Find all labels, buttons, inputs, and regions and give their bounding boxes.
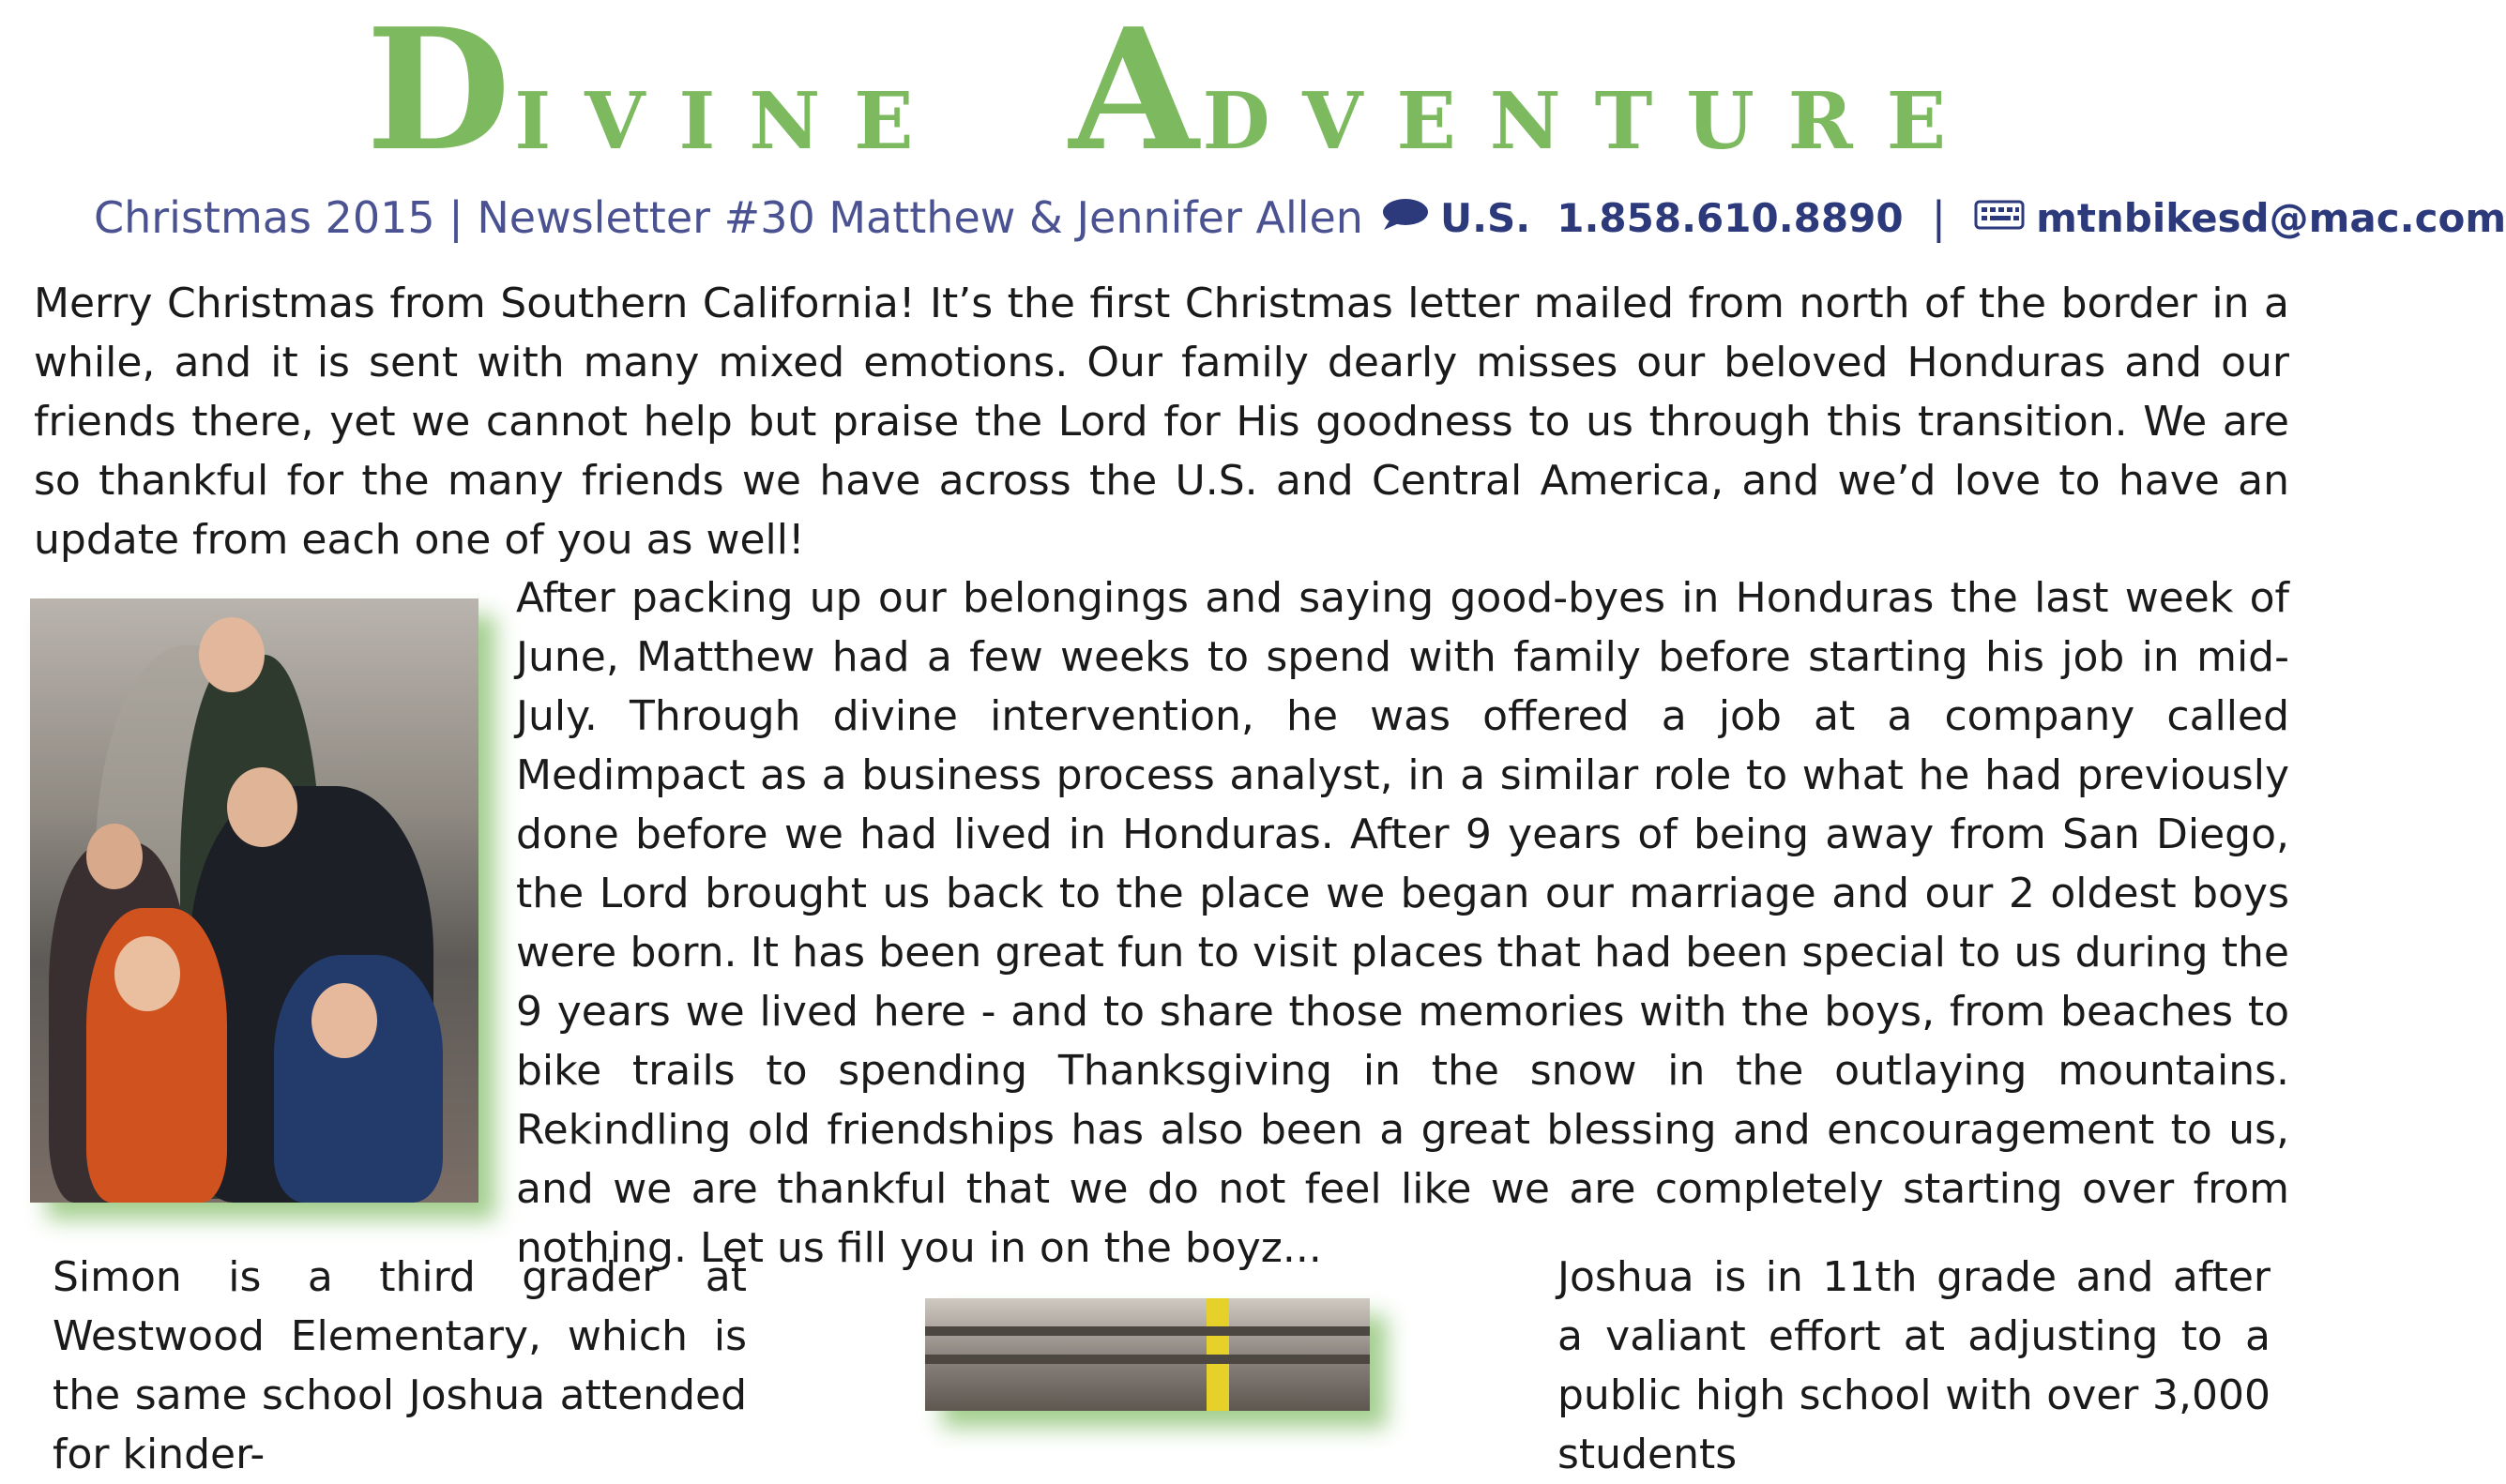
email-contact [1974,195,2506,241]
intro-paragraph: Merry Christmas from Southern California! It’s the first Christmas letter mailed from north of the border in a while, and it is sent with many mixed emotions. Our family dearly misses our beloved Honduras and our friends there, yet we cannot help but praise the Lord for His goodness to us through this transition. We are so thankful for the many friends we have across the U.S. and Central America, and we’d love to have an update from each one of you as well! [34,280,2289,564]
family-photo [30,598,478,1203]
simon-column: Simon is a third grader at Westwood Elementary, which is the same school Joshua attended for kinder- [53,1253,747,1478]
masthead-word-divine [366,0,948,188]
masthead-word-rest: ivine [514,43,948,174]
masthead-word-adventure [1070,0,1981,188]
email-link[interactable]: mtnbikesd@mac.com [2036,194,2506,241]
stadium-photo [925,1298,1370,1411]
keyboard-icon [1974,195,2025,241]
joshua-column: Joshua is in 11th grade and after a valiant effort at adjusting to a public high school with over 3,000 students [1557,1253,2271,1478]
masthead-initial: D [365,0,515,188]
phone-contact [1380,195,1904,241]
phone-prefix: U.S. [1439,194,1531,241]
speech-bubble-icon [1380,195,1429,241]
phone-number[interactable]: 1.858.610.8890 [1557,194,1904,241]
byline [94,186,2506,250]
separator: | [1931,192,1947,243]
body-paragraph: After packing up our belongings and saying good-byes in Honduras the last week of June, Matthew had a few weeks to spend with family before starting his job in mid-July. Through divine intervention, he was offered a job at a company called Medimpact as a business process analyst, in a similar role to what he had previously done before we had lived in Honduras. After 9 years of being away from San Diego, the Lord brought us back to the place we began our marriage and our 2 oldest boys were born. It has been great fun to visit places that had been special to us during the 9 years we lived here - and to share those memories with the boys, from beaches to bike trails to spending Thanksgiving in the snow in the outlaying mountains. Rekindling old friendships has also been a great blessing and encouragement to us, and we are thankful that we do not feel like we are completely starting over from nothing. Let us fill you in on the boyz... [516,574,2289,1272]
masthead-word-rest: dventure [1202,43,1981,174]
edition-line: Christmas 2015 | Newsletter #30 Matthew & Jennifer Allen [94,192,1363,243]
masthead-initial: A [1069,0,1203,188]
newsletter-masthead [0,0,2346,188]
